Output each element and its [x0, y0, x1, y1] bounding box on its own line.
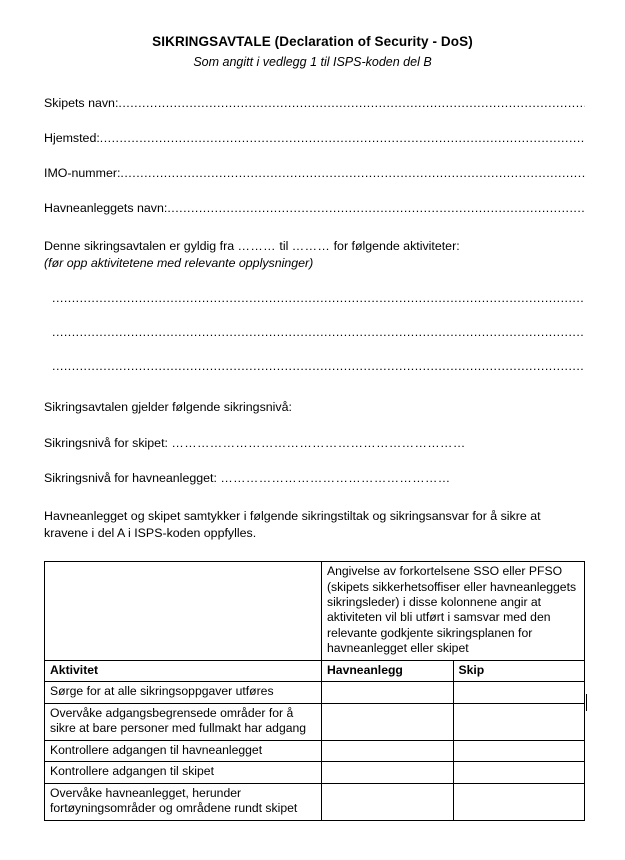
activity-label: Overvåke adgangsbegrensede områder for å sikre at bare personer med fullmakt har adgang — [45, 703, 322, 740]
activity-label: Kontrollere adgangen til skipet — [45, 762, 322, 783]
activity-label: Overvåke havneanlegget, herunder fortøyningsområder og områdene rundt skipet — [45, 783, 322, 820]
security-level-ship[interactable] — [44, 435, 585, 453]
field-port-facility-name[interactable] — [44, 201, 585, 216]
security-level-intro: Sikringsavtalen gjelder følgende sikringsnivå: — [44, 399, 292, 414]
validity-instruction: (før opp aktivitetene med relevante opplysninger) — [44, 256, 314, 271]
table-row — [45, 740, 585, 761]
table-explanation-row — [45, 562, 585, 661]
field-home-port-label: Hjemsted: — [44, 131, 100, 145]
activity-port-facility-entry[interactable] — [322, 740, 454, 761]
validity-statement — [44, 238, 585, 256]
title-block — [0, 0, 625, 70]
table-row — [45, 783, 585, 820]
consent-paragraph: Havneanlegget og skipet samtykker i følgende sikringstiltak og sikringsansvar for å sikre at kravene i del A i ISPS-koden oppfylles. — [44, 508, 541, 541]
activity-port-facility-entry[interactable] — [322, 762, 454, 783]
scan-artifact-mark — [586, 694, 587, 711]
field-home-port[interactable] — [44, 131, 585, 146]
responsibility-table-wrapper — [44, 561, 585, 821]
security-level-port[interactable] — [44, 470, 585, 488]
field-imo-number-label: IMO-nummer: — [44, 165, 121, 180]
table-header-row — [45, 660, 585, 681]
security-level-ship-label: Sikringsnivå for skipet: — [44, 435, 168, 450]
security-level-ship-dots: …………………………………………………………… — [171, 435, 466, 450]
field-imo-number[interactable] — [44, 166, 585, 181]
table-empty-corner-cell — [45, 562, 322, 661]
security-level-port-dots: ……………………………………………… — [220, 471, 451, 486]
activity-ship-entry[interactable] — [453, 762, 585, 783]
activity-label: Sørge for at alle sikringsoppgaver utføres — [45, 682, 322, 703]
security-level-port-label: Sikringsnivå for havneanlegget: — [44, 471, 217, 486]
activity-label: Kontrollere adgangen til havneanlegget — [45, 740, 322, 761]
column-header-activity: Aktivitet — [45, 660, 322, 681]
table-explanation-cell: Angivelse av forkortelsene SSO eller PFSO (skipets sikkerhetsoffiser eller havneanleggets sikringsleder) i disse kolonnene angir at aktiviteten vil bli utført i samsvar med den relevante godkjente sikringsplanen for havneanlegget eller skipet — [322, 562, 585, 661]
document-body — [0, 70, 625, 543]
field-ship-name-label: Skipets navn: — [44, 96, 119, 111]
activity-port-facility-entry[interactable] — [322, 682, 454, 703]
activity-ship-entry[interactable] — [453, 740, 585, 761]
activity-write-line-2[interactable] — [52, 326, 585, 339]
field-ship-name[interactable] — [44, 96, 585, 111]
field-home-port-leader — [100, 132, 585, 144]
validity-text-middle: til — [279, 238, 289, 253]
activity-write-line-3[interactable] — [52, 360, 585, 373]
activity-ship-entry[interactable] — [453, 783, 585, 820]
validity-from-dots[interactable]: ……… — [237, 238, 276, 253]
validity-to-dots[interactable]: ……… — [291, 238, 331, 253]
page-subtitle: Som angitt i vedlegg 1 til ISPS-koden del B — [193, 54, 432, 69]
column-header-port-facility: Havneanlegg — [322, 660, 454, 681]
activity-ship-entry[interactable] — [453, 703, 585, 740]
table-row — [45, 703, 585, 740]
table-row — [45, 682, 585, 703]
responsibility-table — [44, 561, 585, 821]
validity-text-before: Denne sikringsavtalen er gyldig fra — [44, 238, 235, 253]
activity-ship-entry[interactable] — [453, 682, 585, 703]
validity-text-after: for følgende aktiviteter: — [333, 238, 460, 253]
activity-port-facility-entry[interactable] — [322, 703, 454, 740]
page-title: SIKRINGSAVTALE (Declaration of Security - DoS) — [152, 34, 473, 49]
field-ship-name-leader — [118, 97, 585, 109]
column-header-ship: Skip — [453, 660, 585, 681]
table-row — [45, 762, 585, 783]
field-port-facility-name-leader — [167, 202, 585, 214]
field-imo-number-leader — [120, 167, 585, 179]
field-port-facility-name-label: Havneanleggets navn: — [44, 200, 168, 215]
activity-port-facility-entry[interactable] — [322, 783, 454, 820]
activity-write-line-1[interactable] — [52, 292, 585, 305]
